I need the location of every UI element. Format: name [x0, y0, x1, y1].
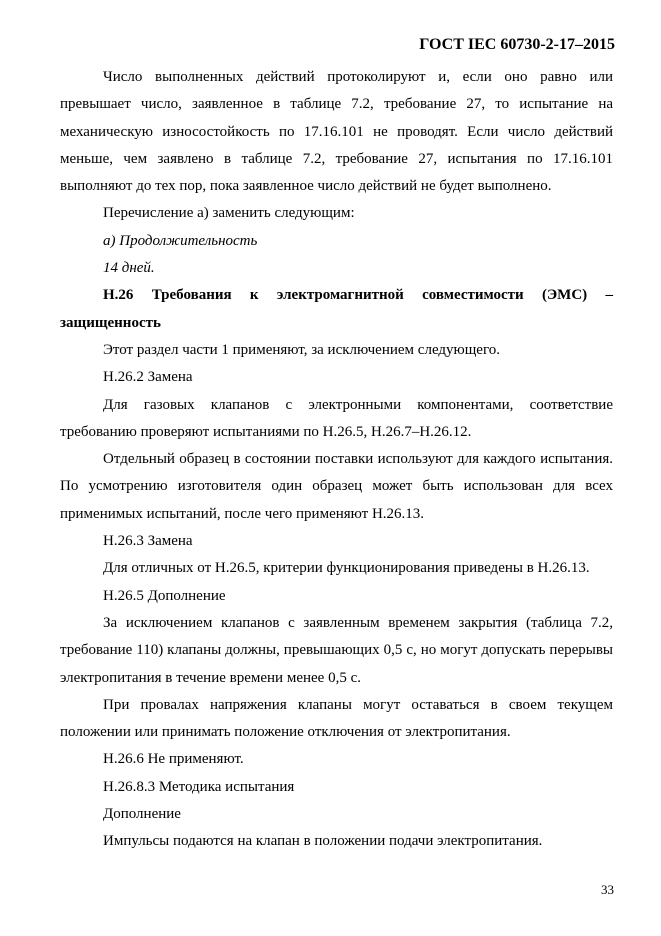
- subsection-heading: Н.26.6 Не применяют.: [103, 751, 244, 768]
- paragraph: Этот раздел части 1 применяют, за исключением следующего.: [103, 341, 500, 358]
- paragraph: Отдельный образец в состоянии поставки используют для каждого испытания. По усмотрению изготовителя один образец может быть использован для всех применимых испытаний, после чего применяют Н.26.13.: [60, 451, 613, 522]
- paragraph: Число выполненных действий протоколируют и, если оно равно или превышает число, заявленное в таблице 7.2, требование 27, то испытание на механическую износостойкость по 17.16.101 не проводят. Если число действий меньше, чем заявлено в таблице 7.2, требование 27, испытания по 17.16.101 выполняют до тех пор, пока заявленное число действий не будет выполнено.: [60, 69, 613, 195]
- paragraph: Дополнение: [103, 806, 181, 823]
- section-heading: Н.26 Требования к электромагнитной совместимости (ЭМС) – защищенность: [60, 287, 613, 331]
- paragraph: При провалах напряжения клапаны могут оставаться в своем текущем положении или принимать положение отключения от электропитания.: [60, 696, 613, 741]
- subsection-heading: Н.26.8.3 Методика испытания: [103, 778, 295, 795]
- page-number: 33: [601, 882, 614, 897]
- paragraph: За исключением клапанов с заявленным временем закрытия (таблица 7.2, требование 110) клапаны должны, превышающих 0,5 с, но могут допускать перерывы электропитания в течение времени менее 0,5 с.: [60, 614, 613, 686]
- page-body: [60, 64, 613, 856]
- paragraph: а) Продолжительность: [103, 232, 258, 249]
- document-header: ГОСТ IEC 60730-2-17–2015: [419, 36, 615, 53]
- subsection-heading: Н.26.3 Замена: [103, 533, 193, 550]
- paragraph: 14 дней.: [103, 260, 155, 277]
- paragraph: Импульсы подаются на клапан в положении подачи электропитания.: [103, 833, 543, 850]
- subsection-heading: Н.26.5 Дополнение: [103, 587, 226, 604]
- paragraph: Для отличных от Н.26.5, критерии функционирования приведены в Н.26.13.: [103, 560, 590, 577]
- paragraph: Перечисление а) заменить следующим:: [103, 205, 355, 222]
- subsection-heading: Н.26.2 Замена: [103, 369, 193, 386]
- paragraph: Для газовых клапанов с электронными компонентами, соответствие требованию проверяют испытаниями по Н.26.5, Н.26.7–Н.26.12.: [60, 396, 613, 440]
